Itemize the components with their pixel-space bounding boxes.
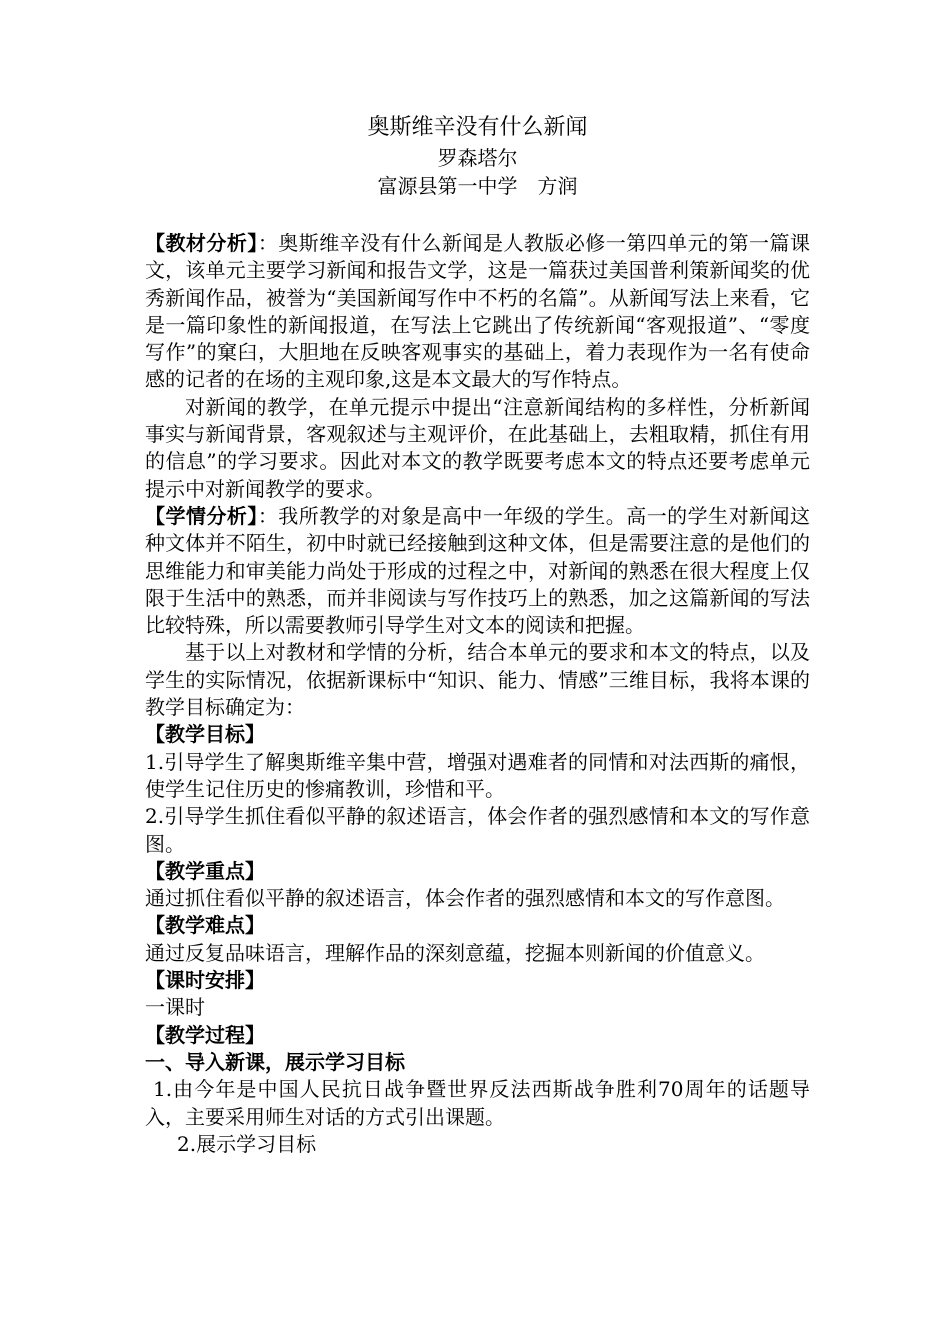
learner-analysis-text: ：我所教学的对象是高中一年级的学生。高一的学生对新闻这种文体并不陌生，初中时就已经接触到这种文体，但是需要注意的是他们的思维能力和审美能力尚处于形成的过程之中，对新闻的熟悉在很大程度上仅限于生活中的熟悉，而并非阅读与写作技巧上的熟悉，加之这篇新闻的写法比较特殊，所以需要教师引导学生对文本的阅读和把握。 [145,503,810,638]
material-analysis-text: ：奥斯维辛没有什么新闻是人教版必修一第四单元的第一篇课文，该单元主要学习新闻和报告文学，这是一篇获过美国普利策新闻奖的优秀新闻作品，被誉为“美国新闻写作中不朽的名篇”。从新闻写法上来看，它是一篇印象性的新闻报道，在写法上它跳出了传统新闻“客观报道”、“零度写作”的窠臼，大胆地在反映客观事实的基础上，着力表现作为一名有使命感的记者的在场的主观印象,这是本文最大的写作特点。 [145,231,810,392]
material-analysis-paragraph-2: 对新闻的教学，在单元提示中提出“注意新闻结构的多样性，分析新闻事实与新闻背景，客观叙述与主观评价，在此基础上，去粗取精，抓住有用的信息”的学习要求。因此对本文的教学既要考虑本文的特点还要考虑单元提示中对新闻教学的要求。 [145,394,810,501]
teaching-goal-2: 2.引导学生抓住看似平静的叙述语言，体会作者的强烈感情和本文的写作意图。 [145,804,810,856]
schedule-heading: 【课时安排】 [145,968,265,993]
material-analysis-paragraph [145,230,810,394]
document-page [145,112,810,1158]
teaching-difficulty-text: 通过反复品味语言，理解作品的深刻意蕴，挖掘本则新闻的价值意义。 [145,940,765,965]
teaching-goals-heading: 【教学目标】 [145,722,265,747]
process-section-1-heading: 一、导入新课，展示学习目标 [145,1049,405,1074]
learner-analysis-paragraph-2: 基于以上对教材和学情的分析，结合本单元的要求和本文的特点，以及学生的实际情况，依据新课标中“知识、能力、情感”三维目标，我将本课的教学目标确定为： [145,640,810,720]
teaching-difficulty-heading: 【教学难点】 [145,913,265,938]
learner-analysis-paragraph [145,503,810,639]
author-name: 罗森塔尔 [437,146,518,170]
material-analysis-label: 【教材分析】 [145,231,258,255]
document-title: 奥斯维辛没有什么新闻 [367,115,588,140]
schedule-text: 一课时 [145,995,205,1020]
teaching-process-heading: 【教学过程】 [145,1022,265,1047]
learner-analysis-label: 【学情分析】 [145,503,258,528]
teaching-goal-1: 1.引导学生了解奥斯维辛集中营，增强对遇难者的同情和对法西斯的痛恨，使学生记住历史的惨痛教训，珍惜和平。 [145,749,810,801]
teaching-key-text: 通过抓住看似平静的叙述语言，体会作者的强烈感情和本文的写作意图。 [145,886,785,911]
process-step-1: 1.由今年是中国人民抗日战争暨世界反法西斯战争胜利70周年的话题导入，主要采用师生对话的方式引出课题。 [145,1077,810,1129]
teaching-key-heading: 【教学重点】 [145,858,265,883]
school-name: 富源县第一中学 方润 [377,174,578,198]
process-step-2: 2.展示学习目标 [177,1131,317,1156]
